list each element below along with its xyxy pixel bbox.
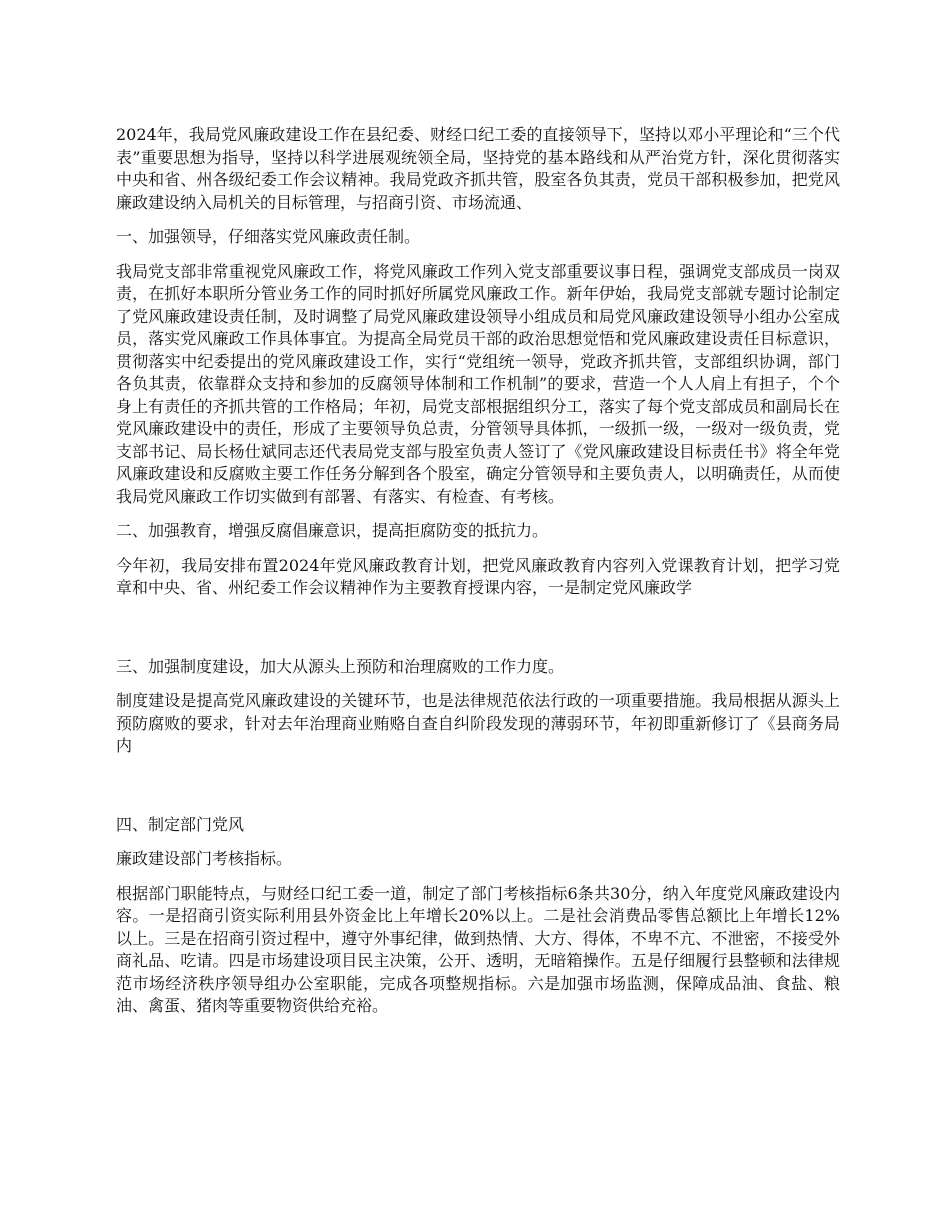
section-heading-3: 三、加强制度建设，加大从源头上预防和治理腐败的工作力度。 xyxy=(116,656,565,676)
document-body xyxy=(116,124,840,1030)
blank-spacer xyxy=(116,612,840,656)
section-4-subheading: 廉政建设部门考核指标。 xyxy=(116,849,293,868)
section-heading-4: 四、制定部门党风 xyxy=(116,814,245,834)
section-1-paragraph: 我局党支部非常重视党风廉政工作，将党风廉政工作列入党支部重要议事日程，强调党支部成员一岗双责，在抓好本职所分管业务工作的同时抓好所属党风廉政工作。新年伊始，我局党支部就专题讨论制定了党风廉政建设责任制，及时调整了局党风廉政建设领导小组成员和局党风廉政建设领导小组办公室成员，落实党风廉政工作具体事宜。为提高全局党员干部的政治思想觉悟和党风廉政建设责任目标意识，贯彻落实中纪委提出的党风廉政建设工作，实行“党组统一领导，党政齐抓共管，支部组织协调，部门各负其责，依靠群众支持和参加的反腐领导体制和工作机制”的要求，营造一个人人肩上有担子，个个身上有责任的齐抓共管的工作格局；年初，局党支部根据组织分工，落实了每个党支部成员和副局长在党风廉政建设中的责任，形成了主要领导负总责，分管领导具体抓，一级抓一级，一级对一级负责，党支部书记、局长杨仕斌同志还代表局党支部与股室负责人签订了《党风廉政建设目标责任书》将全年党风廉政建设和反腐败主要工作任务分解到各个股室，确定分管领导和主要负责人，以明确责任，从而使我局党风廉政工作切实做到有部署、有落实、有检查、有考核。 xyxy=(116,261,840,506)
intro-paragraph: 2024年，我局党风廉政建设工作在县纪委、财经口纪工委的直接领导下，坚持以邓小平理论和“三个代表”重要思想为指导，坚持以科学进展观统领全局，坚持党的基本路线和从严治党方针，深化贯彻落实中央和省、州各级纪委工作会议精神。我局党政齐抓共管，股室各负其责，党员干部积极参加，把党风廉政建设纳入局机关的目标管理，与招商引资、市场流通、 xyxy=(116,125,840,212)
section-heading-2: 二、加强教育，增强反腐倡廉意识，提高拒腐防变的抵抗力。 xyxy=(116,521,549,540)
blank-spacer xyxy=(116,770,840,814)
section-2-paragraph: 今年初，我局安排布置2024年党风廉政教育计划，把党风廉政教育内容列入党课教育计划，把学习党章和中央、省、州纪委工作会议精神作为主要教育授课内容，一是制定党风廉政学 xyxy=(116,555,840,597)
section-heading-1: 一、加强领导，仔细落实党风廉政责任制。 xyxy=(116,227,421,246)
section-3-paragraph: 制度建设是提高党风廉政建设的关键环节，也是法律规范依法行政的一项重要措施。我局根据从源头上预防腐败的要求，针对去年治理商业贿赂自查自纠阶段发现的薄弱环节，年初即重新修订了《县商务局内 xyxy=(116,691,840,755)
section-4-paragraph: 根据部门职能特点，与财经口纪工委一道，制定了部门考核指标6条共30分，纳入年度党风廉政建设内容。一是招商引资实际利用县外资金比上年增长20%以上。二是社会消费品零售总额比上年增长12%以上。三是在招商引资过程中，遵守外事纪律，做到热情、大方、得体，不卑不亢、不泄密，不接受外商礼品、吃请。四是市场建设项目民主决策，公开、透明，无暗箱操作。五是仔细履行县整顿和法律规范市场经济秩序领导组办公室职能，完成各项整规指标。六是加强市场监测，保障成品油、食盐、粮油、禽蛋、猪肉等重要物资供给充裕。 xyxy=(116,883,840,1015)
